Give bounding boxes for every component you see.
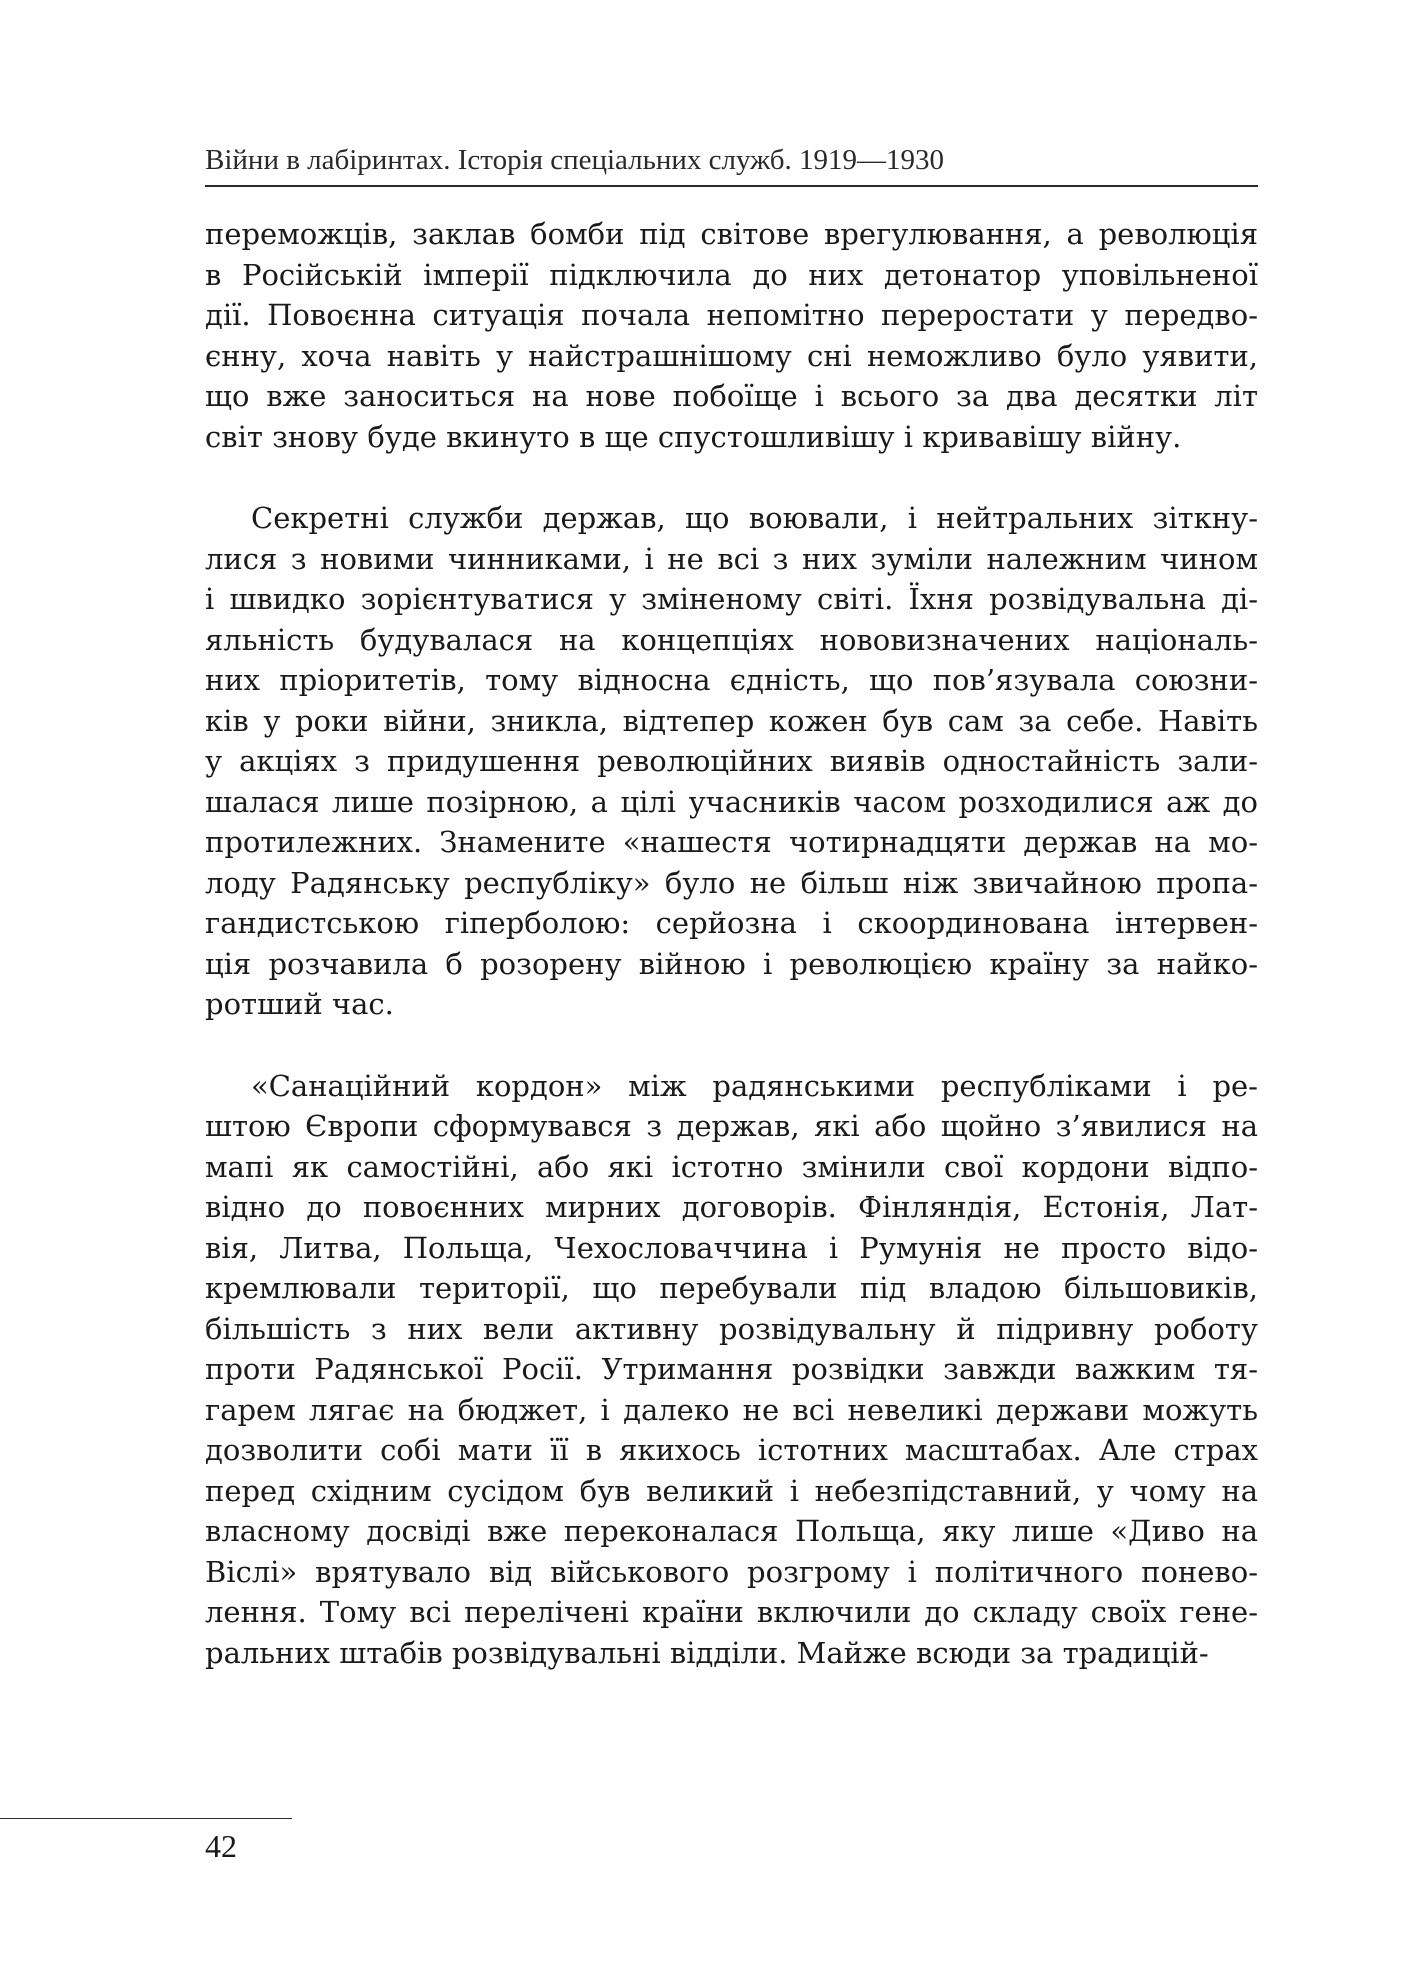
text-line: вія, Литва, Польща, Чехословаччина і Румунія не просто відо- <box>205 1230 1258 1265</box>
running-header: Війни в лабіринтах. Історія спеціальних служб. 1919—1930 <box>205 144 945 176</box>
footer-rule <box>0 1818 292 1819</box>
text-line: власному досвіді вже переконалася Польща, яку лише «Диво на <box>205 1514 1258 1548</box>
paragraph-gap <box>205 457 1258 498</box>
text-line: лися з новими чинниками, і не всі з них зуміли належним чином <box>205 541 1258 576</box>
text-line: у акціях з придушення революційних виявів одностайність зали- <box>205 744 1258 778</box>
text-line: ків у роки війни, зникла, відтепер кожен був сам за себе. Навіть <box>205 703 1258 738</box>
paragraph <box>205 1066 1258 1674</box>
text-line: переможців, заклав бомби під світове врегулювання, а революція <box>205 217 1258 251</box>
text-line: проти Радянської Росії. Утримання розвідки завжди важким тя- <box>205 1352 1258 1386</box>
text-line: шалася лише позірною, а цілі учасників часом розходилися аж до <box>205 784 1258 819</box>
text-line: ція розчавила б розорену війною і революцією країну за найко- <box>205 946 1258 981</box>
text-line: них пріоритетів, тому відносна єдність, що пов’язувала союзни- <box>205 663 1258 697</box>
header-rule <box>205 185 1258 187</box>
text-line: ротший час. <box>205 987 394 1021</box>
text-line: світ знову буде вкинуто в ще спустошливішу і кривавішу війну. <box>205 419 1182 454</box>
text-line: яльність будувалася на концепціях нововизначених національ- <box>205 622 1258 657</box>
text-line: лення. Тому всі перелічені країни включили до складу своїх гене- <box>205 1595 1258 1629</box>
text-line: штою Європи сформувався з держав, які або щойно з’явилися на <box>205 1109 1258 1143</box>
text-line: дозволити собі мати її в якихось істотних масштабах. Але страх <box>205 1433 1258 1467</box>
paragraph-gap <box>205 1025 1258 1066</box>
text-line: Віслі» врятувало від військового розгрому і політичного понево- <box>205 1554 1258 1589</box>
body-text <box>205 214 1258 1673</box>
paragraph <box>205 214 1258 457</box>
text-line: відно до повоєнних мирних договорів. Фінляндія, Естонія, Лат- <box>205 1190 1258 1224</box>
text-line: «Санаційний кордон» між радянськими республіками і ре- <box>251 1068 1258 1103</box>
text-line: гандистською гіперболою: серйозна і скоординована інтервен- <box>205 906 1258 940</box>
text-line: гарем лягає на бюджет, і далеко не всі невеликі держави можуть <box>205 1392 1258 1427</box>
text-line: більшість з них вели активну розвідувальну й підривну роботу <box>205 1311 1258 1346</box>
text-line: перед східним сусідом був великий і небезпідставний, у чому на <box>205 1473 1258 1508</box>
text-line: в Російській імперії підключила до них детонатор уповільненої <box>205 257 1258 292</box>
paragraph <box>205 498 1258 1025</box>
text-line: мапі як самостійні, або які істотно змінили свої кордони відпо- <box>205 1149 1258 1184</box>
text-line: дії. Повоєнна ситуація почала непомітно переростати у передво- <box>205 298 1258 332</box>
page-number: 42 <box>205 1828 237 1864</box>
text-line: що вже заноситься на нове побоїще і всього за два десятки літ <box>205 379 1258 413</box>
text-line: лоду Радянську республіку» було не більш ніж звичайною пропа- <box>205 865 1258 900</box>
text-line: протилежних. Знамените «нашестя чотирнадцяти держав на мо- <box>205 825 1258 859</box>
text-line: єнну, хоча навіть у найстрашнішому сні неможливо було уявити, <box>205 338 1258 373</box>
text-line: Секретні служби держав, що воювали, і нейтральних зіткну- <box>251 501 1258 535</box>
text-line: і швидко зорієнтуватися у зміненому світі. Їхня розвідувальна ді- <box>205 582 1258 616</box>
text-line: ральних штабів розвідувальні відділи. Майже всюди за традицій- <box>205 1635 1209 1670</box>
text-line: кремлювали території, що перебували під владою більшовиків, <box>205 1271 1258 1305</box>
